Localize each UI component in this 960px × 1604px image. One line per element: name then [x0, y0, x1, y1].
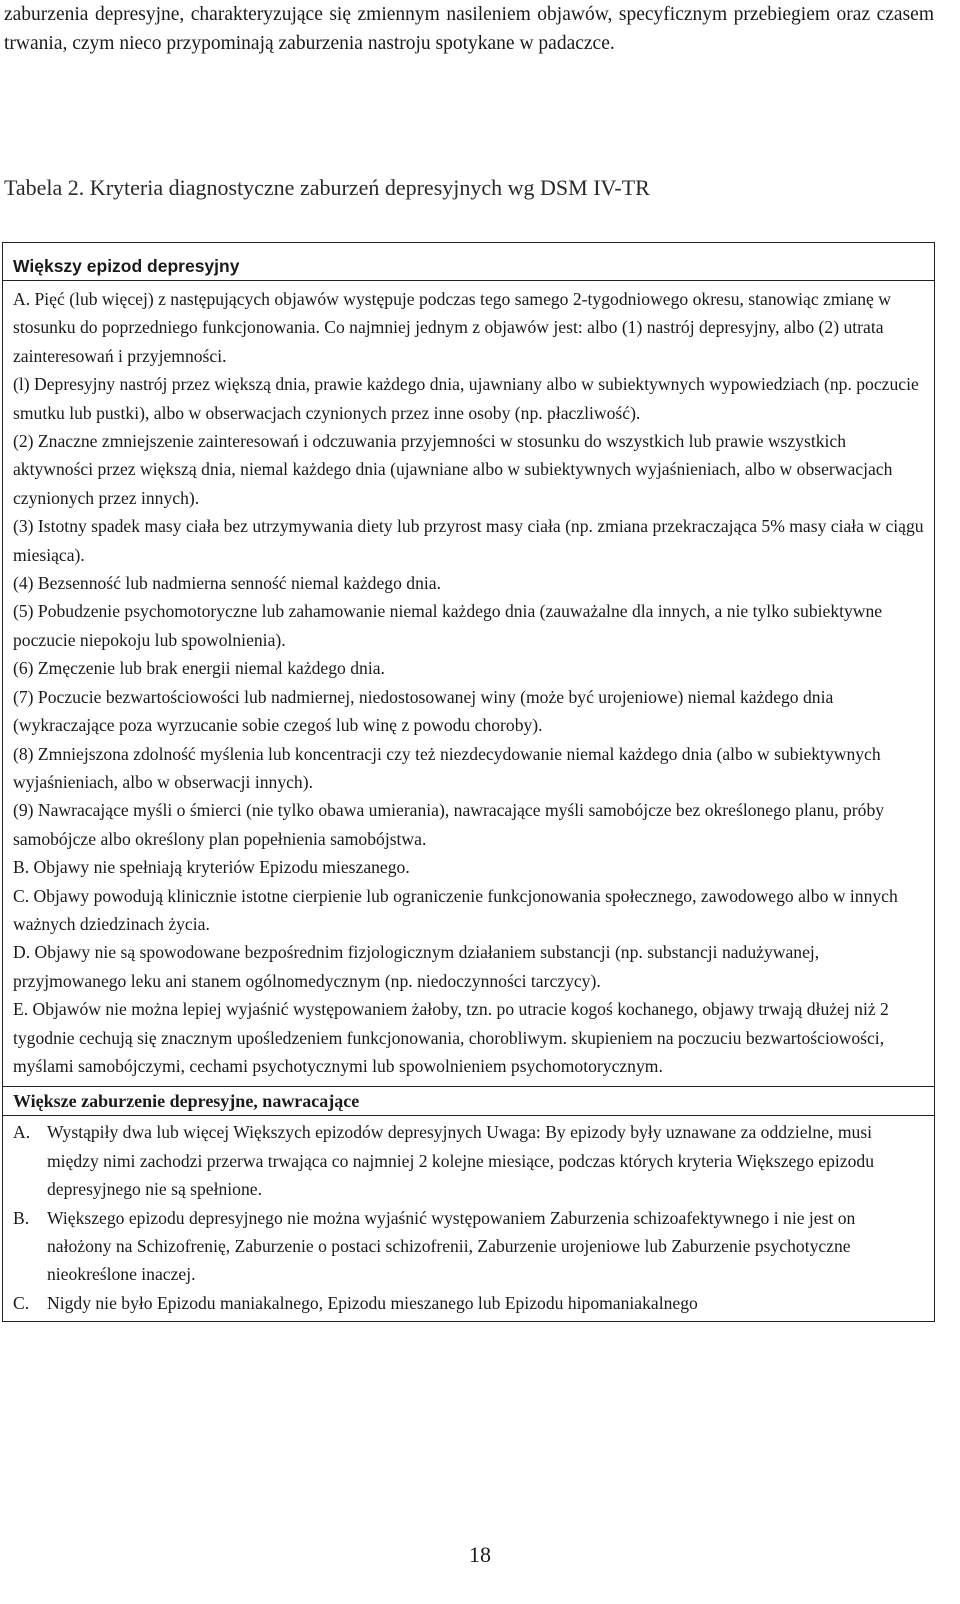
criterion-paragraph: E. Objawów nie można lepiej wyjaśnić występowaniem żałoby, tzn. po utracie kogoś kochanego, objawy trwają dłużej niż 2 tygodnie cechują się znacznym upośledzeniem funkcjonowania, chorobliwym. skupieniem na poczuciu bezwartościowości, myślami samobójczymi, cechami psychotycznymi lub spowolnieniem psychomotorycznym. — [13, 999, 889, 1076]
criterion-paragraph: (7) Poczucie bezwartościowości lub nadmiernej, niedostosowanej winy (może być urojeniowe) niemal każdego dnia (wykraczające poza wyrzucanie sobie czegoś lub winę z powodu choroby). — [13, 686, 834, 736]
intro-paragraph: zaburzenia depresyjne, charakteryzujące się zmiennym nasileniem objawów, specyficznym przebiegiem oraz czasem trwania, czym nieco przypominają zaburzenia nastroju spotykane w padaczce. — [4, 4, 934, 54]
criterion-label: A. — [13, 1122, 31, 1143]
criterion-item — [13, 1289, 924, 1317]
criterion-paragraph: A. Pięć (lub więcej) z następujących objawów występuje podczas tego samego 2-tygodniowego okresu, stanowiąc zmianę w stosunku do poprzedniego funkcjonowania. Co najmniej jednym z objawów jest: albo (1) nastrój depresyjny, albo (2) utrata zainteresowań i przyjemności. — [13, 289, 891, 366]
criterion-paragraph: C. Objawy powodują klinicznie istotne cierpienie lub ograniczenie funkcjonowania społecznego, zawodowego albo w innych ważnych dziedzinach życia. — [13, 885, 898, 934]
criterion-paragraph: (5) Pobudzenie psychomotoryczne lub zahamowanie niemal każdego dnia (zauważalne dla innych, a nie tylko subiektywne poczucie niepokoju lub spowolnienia). — [13, 601, 883, 650]
criterion-paragraph: (6) Zmęczenie lub brak energii niemal każdego dnia. — [13, 658, 385, 679]
criterion-paragraph: (4) Bezsenność lub nadmierna senność niemal każdego dnia. — [13, 573, 441, 594]
criterion-item — [13, 1204, 924, 1289]
criterion-paragraph: (9) Nawracające myśli o śmierci (nie tylko obawa umierania), nawracające myśli samobójcze bez określonego planu, próby samobójcze albo określony plan popełnienia samobójstwa. — [13, 800, 885, 849]
criterion-label: B. — [13, 1207, 30, 1228]
criterion-paragraph: (3) Istotny spadek masy ciała bez utrzymywania diety lub przyrost masy ciała (np. zmiana przekraczająca 5% masy ciała w ciągu miesiąca). — [13, 516, 924, 565]
criterion-text: Większego epizodu depresyjnego nie można wyjaśnić występowaniem Zaburzenia schizoafektywnego i nie jest on nałożony na Schizofrenię, Zaburzenie o postaci schizofrenii, Zaburzenie urojeniowe lub Zaburzenie psychotyczne nieokreślone inaczej. — [47, 1207, 856, 1285]
criteria-table — [2, 242, 935, 1322]
criterion-paragraph: (2) Znaczne zmniejszenie zainteresowań i odczuwania przyjemności w stosunku do wszystkich lub prawie wszystkich aktywności przez większą dnia, niemal każdego dnia (ujawniane albo w subiektywnych wyjaśnieniach, albo w obserwacjach czynionych przez innych). — [13, 431, 893, 508]
criterion-item — [13, 1118, 924, 1203]
major-episode-criteria — [3, 280, 934, 1086]
section-heading-major-episode: Większy epizod depresyjny — [13, 256, 240, 276]
criterion-text: Nigdy nie było Epizodu maniakalnego, Epizodu mieszanego lub Epizodu hipomaniakalnego — [47, 1292, 698, 1313]
table-caption: Tabela 2. Kryteria diagnostyczne zaburzeń depresyjnych wg DSM IV-TR — [4, 175, 650, 200]
criterion-label: C. — [13, 1292, 30, 1313]
criterion-paragraph: (8) Zmniejszona zdolność myślenia lub koncentracji czy też niezdecydowanie niemal każdego dnia (albo w subiektywnych wyjaśnieniach, albo w obserwacji innych). — [13, 743, 881, 792]
criterion-paragraph: B. Objawy nie spełniają kryteriów Epizodu mieszanego. — [13, 857, 410, 878]
recurrent-disorder-criteria — [3, 1115, 934, 1321]
section-heading-recurrent-disorder: Większe zaburzenie depresyjne, nawracające — [3, 1086, 934, 1115]
page-number: 18 — [469, 1542, 491, 1567]
criterion-paragraph: D. Objawy nie są spowodowane bezpośrednim fizjologicznym działaniem substancji (np. substancji nadużywanej, przyjmowanego leku ani stanem ogólnomedycznym (np. niedoczynności tarczycy). — [13, 942, 820, 991]
criterion-text: Wystąpiły dwa lub więcej Większych epizodów depresyjnych Uwaga: By epizody były uznawane za oddzielne, musi między nimi zachodzi przerwa trwająca co najmniej 2 kolejne miesiące, podczas których kryteria Większego epizodu depresyjnego nie są spełnione. — [47, 1122, 874, 1200]
criterion-paragraph: (l) Depresyjny nastrój przez większą dnia, prawie każdego dnia, ujawniany albo w subiektywnych wypowiedziach (np. poczucie smutku lub pustki), albo w obserwacjach czynionych przez inne osoby (np. płaczliwość). — [13, 374, 919, 423]
